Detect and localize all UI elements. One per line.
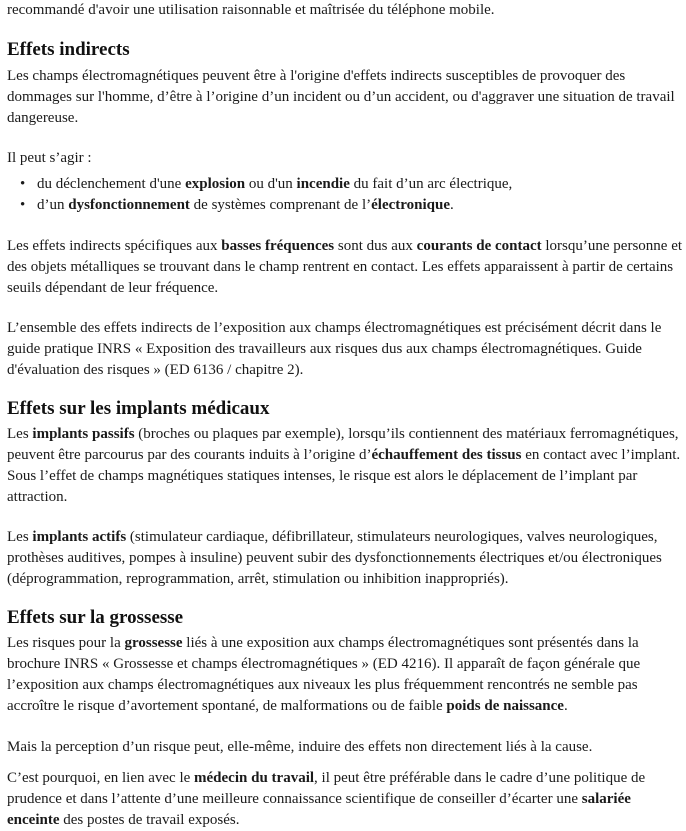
bold-term: incendie (296, 176, 350, 192)
bold-term: échauffement des tissus (371, 447, 522, 463)
bold-term: salariée enceinte (7, 791, 631, 828)
bold-term: grossesse (124, 635, 183, 651)
indirect-bullet-list (7, 174, 683, 216)
bold-term: dysfonctionnement (68, 197, 190, 213)
implants-paragraph-2: Les implants actifs (stimulateur cardiaque, défibrillateur, stimulateurs neurologiques, valves neurologiques, prothèses auditives, pompes à insuline) peuvent subir des dysfonctionnements électriques et/ou électroniques (déprogrammation, reprogrammation, arrêt, stimulation ou inhibition inappropriés). (7, 529, 662, 587)
bullet-marker: • (20, 176, 26, 192)
indirect-paragraph-3: Les effets indirects spécifiques aux basses fréquences sont dus aux courants de contact lorsqu’une personne et des objets métalliques se trouvant dans le champ rentrent en contact. Les effets apparaissent à partir de certains seuils dépendant de leur fréquence. (7, 238, 683, 296)
pregnancy-paragraph-1: Les risques pour la grossesse liés à une exposition aux champs électromagnétiques sont présentés dans la brochure INRS « Grossesse et champs électromagnétiques » (ED 4216). Il apparaît de façon générale que l’exposition aux champs électromagnétiques aux niveaux les plus fréquemment rencontrés ne semble pas accroître le risque d’avortement spontané, de malformations ou de faible poids de naissance. (7, 635, 641, 714)
bold-term: basses fréquences (221, 238, 335, 254)
bold-term: implants passifs (32, 426, 135, 442)
indirect-paragraph-1: Les champs électromagnétiques peuvent être à l'origine d'effets indirects susceptibles de provoquer des dommages sur l'homme, d’être à l’origine d’un incident ou d’un accident, ou d'aggraver une situation de travail dangereuse. (7, 68, 675, 126)
bold-term: explosion (185, 176, 246, 192)
bold-term: médecin du travail (194, 770, 315, 786)
list-item: • d’un dysfonctionnement de systèmes comprenant de l’électronique. (7, 195, 683, 216)
intro-tail-paragraph: recommandé d'avoir une utilisation raisonnable et maîtrisée du téléphone mobile. (7, 2, 495, 18)
document (7, 0, 683, 831)
indirect-paragraph-2: Il peut s’agir : (7, 150, 92, 166)
implants-paragraph-1: Les implants passifs (broches ou plaques par exemple), lorsqu’ils contiennent des matériaux ferromagnétiques, peuvent être parcourus par des courants induits à l’origine d’échauffement des tissus en contact avec l’implant. Sous l’effet de champs magnétiques statiques intenses, le risque est alors le déplacement de l’implant par attraction. (7, 426, 681, 505)
bold-term: poids de naissance (446, 698, 564, 714)
pregnancy-paragraph-2: Mais la perception d’un risque peut, elle-même, induire des effets non directement liés à la cause. (7, 739, 593, 755)
heading-pregnancy: Effets sur la grossesse (7, 607, 184, 628)
bullet-marker: • (20, 197, 26, 213)
heading-indirect-effects: Effets indirects (7, 39, 130, 60)
indirect-paragraph-4: L’ensemble des effets indirects de l’exposition aux champs électromagnétiques est précisément décrit dans le guide pratique INRS « Exposition des travailleurs aux risques dus aux champs électromagnétiques. Guide d'évaluation des risques » (ED 6136 / chapitre 2). (7, 320, 662, 378)
bold-term: courants de contact (416, 238, 542, 254)
list-item: • du déclenchement d'une explosion ou d'un incendie du fait d’un arc électrique, (7, 174, 683, 195)
bold-term: implants actifs (32, 529, 127, 545)
pregnancy-paragraph-3: C’est pourquoi, en lien avec le médecin du travail, il peut être préférable dans le cadre d’une politique de prudence et dans l’attente d’une meilleure connaissance scientifique de conseiller d’écarter une salariée enceinte des postes de travail exposés. (7, 770, 646, 828)
bold-term: électronique (371, 197, 450, 213)
heading-medical-implants: Effets sur les implants médicaux (7, 398, 270, 419)
